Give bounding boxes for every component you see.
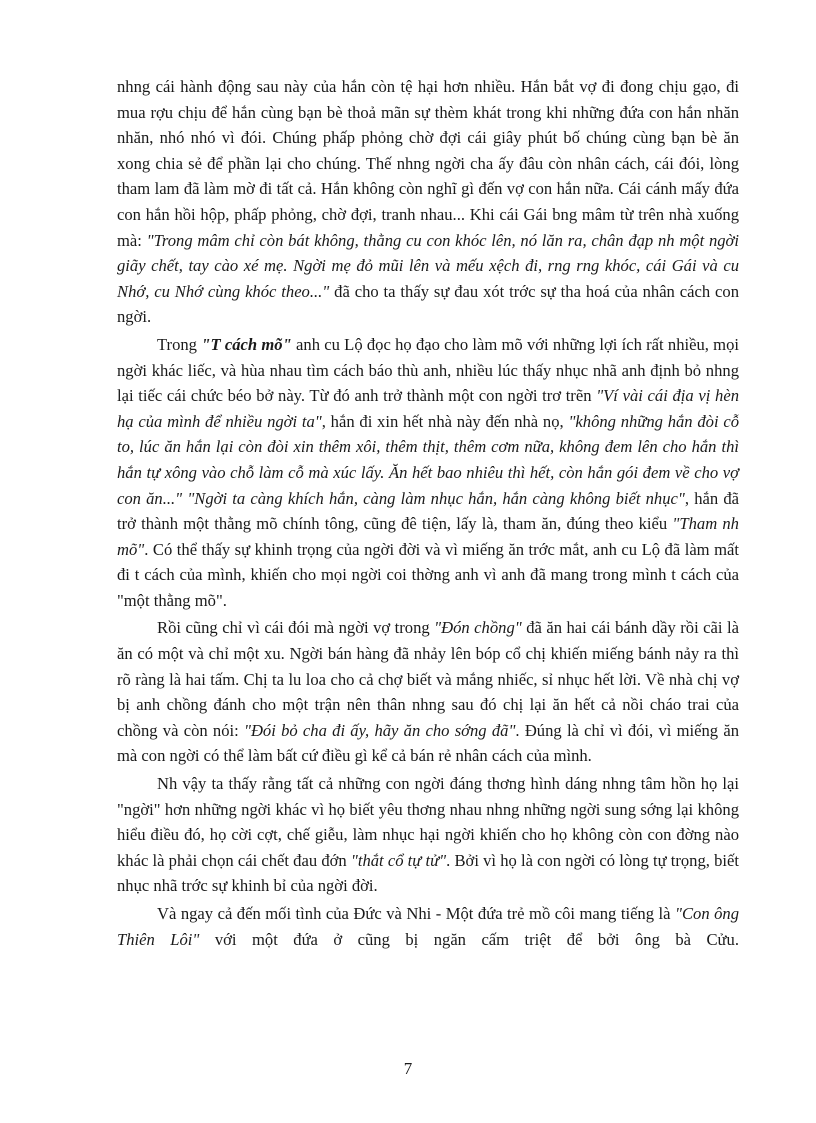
paragraph-conclusion xyxy=(117,771,739,899)
text-run: Nh vậy ta thấy rằng tất cả những con ngời đáng thơng hình dáng nhng tâm hồn họ lại "ngời" hơn những ngời khác vì họ biết yêu thơng nhau nhng những ngời sung sớng lại không hiểu điều đó, họ cời cợt, chế giễu, làm nhục hại ngời khiến cho họ không còn con đờng nào khác là phải chọn cái chết đau đớn xyxy=(117,774,739,870)
text-run: Rồi cũng chỉ vì cái đói mà ngời vợ trong xyxy=(157,618,435,638)
quote-run: "Ví vài cái địa vị hèn hạ của mình để nhiều ngời ta" xyxy=(117,386,739,431)
paragraph-duc-nhi xyxy=(117,901,739,952)
text-run: Và ngay cả đến mối tình của Đức và Nhi - Một đứa trẻ mồ côi mang tiếng là xyxy=(157,904,675,923)
paragraph-tu-cach-mo xyxy=(117,332,739,614)
text-run: . Bởi vì họ là con ngời có lòng tự trọng, biết nhục nhã trớc sự khinh bỉ của ngời đời. xyxy=(117,850,739,896)
quote-run: "Tham nh mõ" xyxy=(117,514,739,559)
text-run: với một đứa ở cũng bị ngăn cấm triệt để bởi ông bà Cửu. xyxy=(199,929,739,949)
work-title-run: "Con ông Thiên Lôi" xyxy=(117,904,739,949)
text-run: . Đúng là chỉ vì đói, vì miếng ăn mà con ngời có thể làm bất cứ điều gì kể cả bán rẻ nhân cách của mình. xyxy=(117,720,739,766)
text-run: , hắn đã trở thành một thằng mõ chính tông, cũng đê tiện, lấy là, tham ăn, đúng theo kiểu xyxy=(117,488,739,534)
paragraph-hunger-family xyxy=(117,74,739,330)
work-title-run: "T cách mõ" xyxy=(201,334,292,354)
quote-run: "Đói bỏ cha đi ấy, hãy ăn cho sớng đã" xyxy=(243,720,516,740)
text-run: , hắn đi xin hết nhà này đến nhà nọ, xyxy=(321,411,569,431)
document-page xyxy=(117,74,739,952)
text-run: đã ăn hai cái bánh dầy rồi cãi là ăn có một và chỉ một xu. Ngời bán hàng đã nhảy lên bóp cổ chị khiến miếng bánh nảy ra thì rõ ràng là hai tấm. Chị ta lu loa cho cả chợ biết và mắng nhiếc, sỉ nhục hết lời. Về nhà chị vợ bị anh chồng đánh cho một trận nên thân nhng sau đó chị lại ăn hết cả nồi cháo trai của chồng và còn nói: xyxy=(117,618,739,740)
paragraph-don-chong xyxy=(117,615,739,769)
text-run: nhng cái hành động sau này của hắn còn tệ hại hơn nhiều. Hắn bắt vợ đi đong chịu gạo, đi mua rợu chịu để hắn cùng bạn bè thoả mãn sự thèm khát trong khi những đứa con hắn nhăn nhăn, nhó nhó vì đói. Chúng phấp phỏng chờ đợi cái giây phút bố chúng cùng bạn bè ăn xong chia sẻ để phần lại cho chúng. Thế nhng ngời cha ấy đâu còn nhân cách, cái đói, lòng tham lam đã làm mờ đi tất cả. Hắn không còn nghĩ gì đến vợ con hắn nữa. Cái cánh mấy đứa con hắn hồi hộp, phấp phỏng, chờ đợi, tranh nhau... Khi cái Gái bng mâm từ trên nhà xuống mà: xyxy=(117,77,739,250)
work-title-run: "Đón chồng" xyxy=(434,618,522,638)
quote-run: "không những hắn đòi cỗ to, lúc ăn hắn lại còn đòi xin thêm xôi, thêm thịt, thêm cơm nữa, không đem lên cho hắn thì hắn tự xông vào chỗ làm cỗ mà xúc lấy. Ăn hết bao nhiêu thì hết, còn hắn gói đem về cho vợ con ăn..." "Ngời ta càng khích hắn, càng làm nhục hắn, hắn càng không biết nhục" xyxy=(117,411,739,508)
text-run: anh cu Lộ đọc họ đạo cho làm mõ với những lợi ích rất nhiều, mọi ngời khác liếc, và hùa nhau tìm cách báo thù anh, nhiều lúc thấy nhục nhã anh định bỏ nhng lại tiếc cái chức béo bở này. Từ đó anh trở thành một con ngời trơ trẽn xyxy=(117,334,739,406)
text-run: đã cho ta thấy sự đau xót trớc sự tha hoá của nhân cách con ngời. xyxy=(117,281,739,327)
text-run: . Có thể thấy sự khinh trọng của ngời đời và vì miếng ăn trớc mắt, anh cu Lộ đã làm mất đi t cách của mình, khiến cho mọi ngời coi thờng anh vì anh đã mang trong mình t cách của "một thằng mõ". xyxy=(117,539,739,610)
quote-run: "thắt cổ tự tử" xyxy=(350,850,447,870)
page-number: 7 xyxy=(403,1059,413,1078)
quote-run: "Trong mâm chỉ còn bát không, thằng cu con khóc lên, nó lăn ra, chân đạp nh một ngời giãy chết, tay cào xé mẹ. Ngời mẹ đỏ mũi lên và mếu xệch đi, rng rng khóc, cái Gái và cu Nhớ, cu Nhớ cùng khóc theo..." xyxy=(117,230,740,301)
text-run: Trong xyxy=(157,334,202,354)
